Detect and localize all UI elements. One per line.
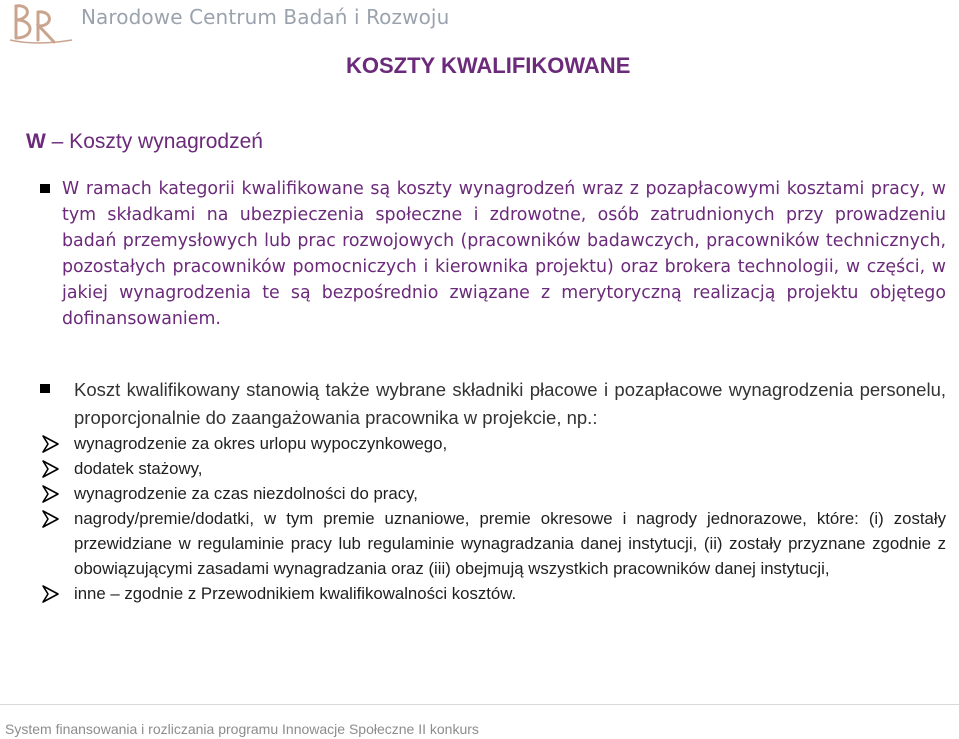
footer-divider <box>0 704 959 705</box>
list-item <box>40 506 946 581</box>
list-item-text: dodatek stażowy, <box>74 459 203 478</box>
subtitle-text: – Koszty wynagrodzeń <box>51 130 263 153</box>
list-item-text: inne – zgodnie z Przewodnikiem kwalifikowalności kosztów. <box>74 584 517 603</box>
arrowhead-bullet-icon <box>40 509 60 529</box>
subtitle-letter: W <box>26 130 46 153</box>
arrowhead-bullet-icon <box>40 484 60 504</box>
list-item <box>40 481 946 506</box>
slide-subtitle <box>26 130 263 154</box>
slide-title: KOSZTY KWALIFIKOWANE <box>346 53 631 78</box>
arrowhead-bullet-icon <box>40 584 60 604</box>
list-item-text: wynagrodzenie za czas niezdolności do pracy, <box>74 484 418 503</box>
arrowhead-bullet-icon <box>40 459 60 479</box>
list-item-text: wynagrodzenie za okres urlopu wypoczynkowego, <box>74 434 448 453</box>
arrowhead-bullet-icon <box>40 434 60 454</box>
paragraph-1 <box>40 176 946 332</box>
paragraph-2-text: Koszt kwalifikowany stanowią także wybrane składniki płacowe i pozapłacowe wynagrodzenia personelu, proporcjonalnie do zaangażowania pracownika w projekcie, np.: <box>74 379 946 428</box>
list-item-text: nagrody/premie/dodatki, w tym premie uznaniowe, premie okresowe i nagrody jednorazowe, które: (i) zostały przewidziane w regulaminie pracy lub regulaminie wynagradzania danej instytucji, (ii) zostały przyznane zgodnie z obowiązującymi zasadami wynagradzania oraz (iii) obejmują wszystkich pracowników danej instytucji, <box>74 509 946 578</box>
ncbr-logo <box>8 2 74 44</box>
footer-text: System finansowania i rozliczania programu Innowacje Społeczne II konkurs <box>5 721 479 737</box>
list-item <box>40 581 946 606</box>
square-bullet-icon <box>40 384 50 393</box>
components-list <box>40 431 946 606</box>
square-bullet-icon <box>40 184 50 193</box>
paragraph-2 <box>40 376 946 432</box>
list-item <box>40 431 946 456</box>
list-item <box>40 456 946 481</box>
paragraph-1-text: W ramach kategorii kwalifikowane są koszty wynagrodzeń wraz z pozapłacowymi kosztami pracy, w tym składkami na ubezpieczenia społeczne i zdrowotne, osób zatrudnionych przy prowadzeniu badań przemysłowych lub prac rozwojowych (pracowników badawczych, pracowników technicznych, pozostałych pracowników pomocniczych i kierownika projektu) oraz brokera technologii, w części, w jakiej wynagrodzenia te są bezpośrednio związane z merytoryczną realizacją projektu objętego dofinansowaniem. <box>62 179 946 329</box>
organization-name: Narodowe Centrum Badań i Rozwoju <box>81 5 450 29</box>
